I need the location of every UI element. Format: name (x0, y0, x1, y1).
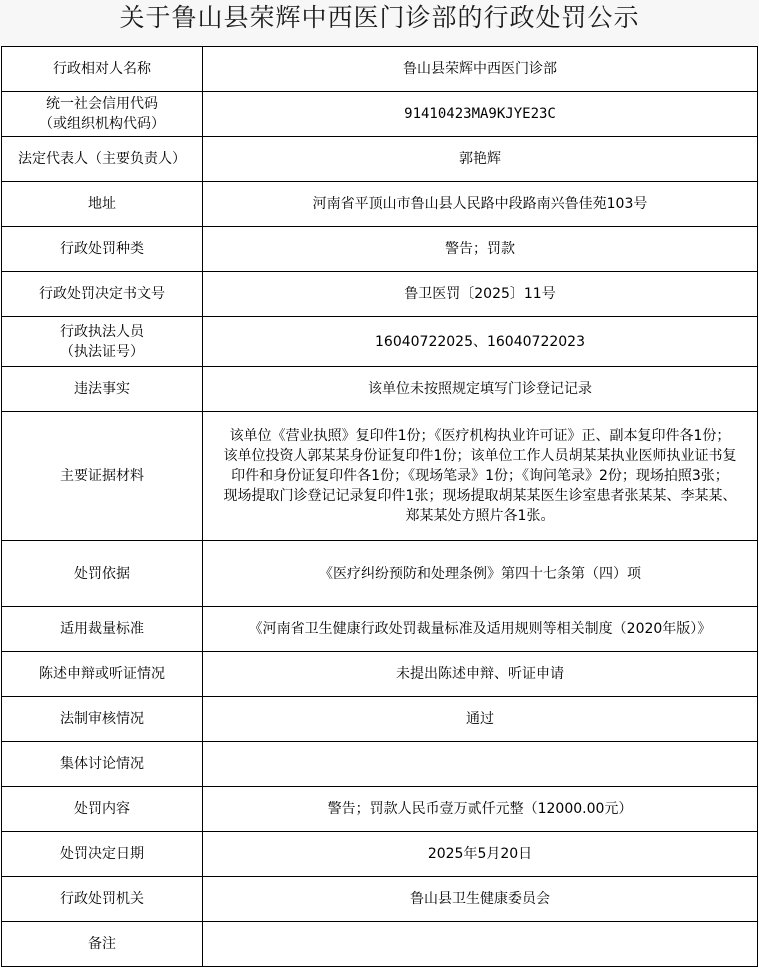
row-label: 适用裁量标准 (2, 607, 203, 652)
row-label-line: （执法证号） (60, 343, 144, 360)
table-row-penalty-content (2, 787, 758, 832)
penalty-info-table (1, 46, 758, 967)
evidence-line: 印件和身份证复印件各1份；《现场笔录》1份；《询问笔录》2份；现场拍照3张； (231, 468, 729, 484)
row-value: 河南省平顶山市鲁山县人民路中段路南兴鲁佳苑103号 (203, 182, 758, 227)
row-value: 16040722025、16040722023 (203, 317, 758, 367)
row-value: 未提出陈述申辩、听证申请 (203, 652, 758, 697)
row-label: 处罚内容 (2, 787, 203, 832)
table-row-credit-code (2, 92, 758, 137)
table-row-decision-number (2, 272, 758, 317)
table-row-penalty-type (2, 227, 758, 272)
evidence-line: 该单位《营业执照》复印件1份；《医疗机构执业许可证》正、副本复印件各1份； (229, 428, 731, 444)
evidence-text (224, 426, 737, 526)
row-label: 法制审核情况 (2, 697, 203, 742)
table-row-legal-representative (2, 137, 758, 182)
table-row-evidence (2, 412, 758, 541)
row-label-line: 行政执法人员 (60, 323, 144, 340)
row-label: 主要证据材料 (2, 412, 203, 541)
row-value: 《医疗纠纷预防和处理条例》第四十七条第（四）项 (203, 541, 758, 607)
table-row-violation-facts (2, 367, 758, 412)
table-row-legal-review (2, 697, 758, 742)
row-label-group (39, 94, 165, 134)
table-row-hearing-status (2, 652, 758, 697)
table-row-discretion-standard (2, 607, 758, 652)
row-label: 处罚决定日期 (2, 832, 203, 877)
evidence-line: 现场提取门诊登记记录复印件1张；现场提取胡某某医生诊室患者张某某、李某某、 (223, 488, 737, 504)
row-label: 处罚依据 (2, 541, 203, 607)
table-row-penalty-authority (2, 877, 758, 922)
row-value: 该单位未按照规定填写门诊登记记录 (203, 367, 758, 412)
page-title: 关于鲁山县荣辉中西医门诊部的行政处罚公示 (119, 2, 640, 32)
row-value: 《河南省卫生健康行政处罚裁量标准及适用规则等相关制度（2020年版）》 (203, 607, 758, 652)
row-value (203, 412, 758, 541)
row-label: 陈述申辩或听证情况 (2, 652, 203, 697)
table-row-party-name (2, 47, 758, 92)
row-label-line: （或组织机构代码） (39, 116, 165, 132)
evidence-line: 该单位投资人郭某某身份证复印件1份；该单位工作人员胡某某执业医师执业证书复 (223, 448, 737, 464)
evidence-line: 郑某某处方照片各1张。 (405, 508, 555, 524)
table-row-enforcement-officers (2, 317, 758, 367)
row-label-line: 统一社会信用代码 (46, 96, 158, 112)
table-row-address (2, 182, 758, 227)
row-label-group (60, 322, 144, 362)
row-label: 法定代表人（主要负责人） (2, 137, 203, 182)
title-bar (0, 0, 759, 46)
row-label: 备注 (2, 922, 203, 967)
table-row-remarks (2, 922, 758, 967)
row-value: 警告；罚款人民币壹万贰仟元整（12000.00元） (203, 787, 758, 832)
row-label: 行政处罚种类 (2, 227, 203, 272)
row-value: 警告；罚款 (203, 227, 758, 272)
row-value: 91410423MA9KJYE23C (203, 92, 758, 137)
row-value: 2025年5月20日 (203, 832, 758, 877)
row-label (2, 92, 203, 137)
row-value: 鲁卫医罚〔2025〕11号 (203, 272, 758, 317)
row-value: 通过 (203, 697, 758, 742)
row-label: 违法事实 (2, 367, 203, 412)
row-value (203, 742, 758, 787)
row-label: 行政处罚决定书文号 (2, 272, 203, 317)
row-label: 集体讨论情况 (2, 742, 203, 787)
row-value: 鲁山县荣辉中西医门诊部 (203, 47, 758, 92)
row-label: 行政处罚机关 (2, 877, 203, 922)
table-row-penalty-basis (2, 541, 758, 607)
row-value: 鲁山县卫生健康委员会 (203, 877, 758, 922)
row-label: 地址 (2, 182, 203, 227)
row-label: 行政相对人名称 (2, 47, 203, 92)
row-label (2, 317, 203, 367)
table-row-collective-discussion (2, 742, 758, 787)
row-value (203, 922, 758, 967)
table-row-decision-date (2, 832, 758, 877)
row-value: 郭艳辉 (203, 137, 758, 182)
